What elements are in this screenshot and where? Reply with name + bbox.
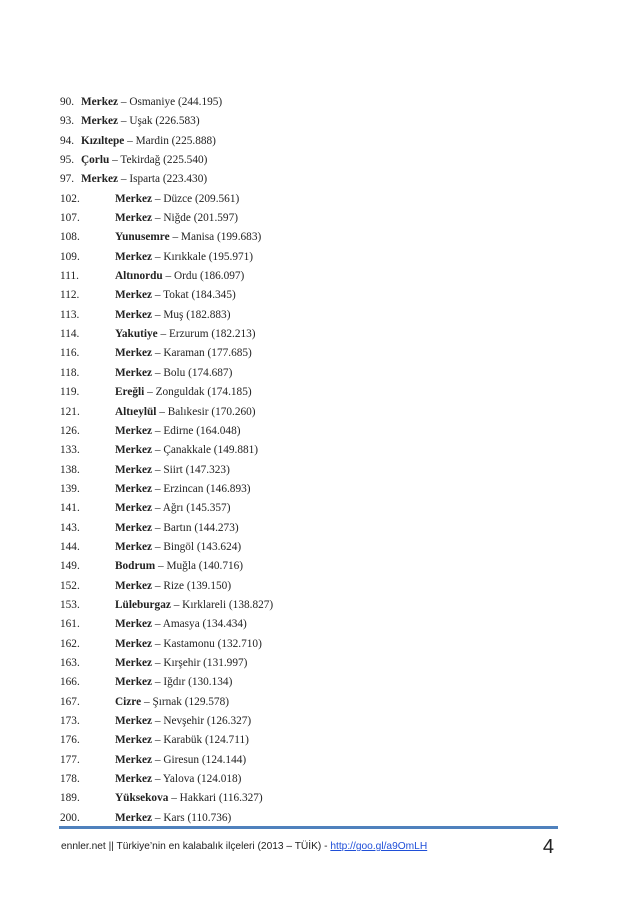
- rank-number: 141.: [60, 502, 80, 515]
- province-population: – Kırklareli (138.827): [170, 598, 274, 611]
- district-name: Merkez: [115, 540, 153, 553]
- province-population: – Şırnak (129.578): [141, 695, 229, 708]
- province-population: – Balıkesir (170.260): [156, 405, 256, 418]
- province-population: – Karaman (177.685): [152, 347, 252, 360]
- list-item: [60, 673, 560, 692]
- list-item: [60, 441, 560, 460]
- district-name: Merkez: [81, 173, 119, 186]
- rank-number: 133.: [60, 444, 80, 457]
- page-number: 4: [542, 836, 554, 858]
- district-name: Kızıltepe: [81, 134, 125, 147]
- province-population: – Bolu (174.687): [152, 366, 233, 379]
- list-item: [60, 209, 560, 228]
- rank-number: 166.: [60, 676, 80, 689]
- province-population: – Bartın (144.273): [152, 521, 239, 534]
- list-item: [60, 403, 560, 422]
- district-name: Yakutiye: [115, 328, 158, 341]
- district-list: [60, 93, 560, 828]
- list-item: [60, 325, 560, 344]
- page-footer: [59, 837, 558, 859]
- province-population: – Edirne (164.048): [152, 424, 241, 437]
- list-item: [60, 751, 560, 770]
- district-name: Altıeylül: [115, 405, 157, 418]
- list-item: [60, 635, 560, 654]
- district-name: Merkez: [115, 521, 153, 534]
- district-name: Merkez: [115, 811, 153, 824]
- list-item: [60, 770, 560, 789]
- province-population: – Giresun (124.144): [152, 753, 247, 766]
- district-name: Merkez: [115, 502, 153, 515]
- list-item: [60, 422, 560, 441]
- list-item: [60, 364, 560, 383]
- province-population: – Muğla (140.716): [155, 560, 244, 573]
- footer-rule: [59, 826, 558, 829]
- list-item: [60, 499, 560, 518]
- rank-number: 189.: [60, 792, 80, 805]
- rank-number: 162.: [60, 637, 80, 650]
- list-item: [60, 654, 560, 673]
- list-item: [60, 170, 560, 189]
- district-name: Yüksekova: [115, 792, 169, 805]
- rank-number: 116.: [60, 347, 80, 360]
- list-item: [60, 112, 560, 131]
- district-name: Merkez: [81, 96, 119, 108]
- district-name: Merkez: [115, 463, 153, 476]
- rank-number: 113.: [60, 308, 80, 321]
- district-name: Merkez: [115, 250, 153, 263]
- province-population: – Hakkari (116.327): [168, 792, 263, 805]
- district-name: Merkez: [115, 753, 153, 766]
- rank-number: 176.: [60, 734, 80, 747]
- rank-number: 119.: [60, 386, 80, 399]
- list-item: [60, 519, 560, 538]
- province-population: – Kırşehir (131.997): [152, 656, 248, 669]
- rank-number: 108.: [60, 231, 80, 244]
- list-item: [60, 480, 560, 499]
- footer-link[interactable]: http://goo.gl/a9OmLH: [330, 841, 428, 852]
- province-population: – Tokat (184.345): [152, 289, 236, 302]
- rank-number: 93.: [60, 115, 75, 128]
- province-population: – Isparta (223.430): [118, 173, 208, 186]
- district-name: Merkez: [115, 366, 153, 379]
- rank-number: 109.: [60, 250, 80, 263]
- list-item: [60, 557, 560, 576]
- district-name: Ereğli: [115, 386, 145, 399]
- list-item: [60, 693, 560, 712]
- district-name: Merkez: [115, 773, 153, 786]
- district-name: Merkez: [115, 212, 153, 225]
- rank-number: 178.: [60, 773, 80, 786]
- province-population: – Iğdır (130.134): [152, 676, 233, 689]
- rank-number: 177.: [60, 753, 80, 766]
- province-population: – Tekirdağ (225.540): [109, 154, 208, 167]
- rank-number: 102.: [60, 192, 80, 205]
- province-population: – Bingöl (143.624): [152, 540, 242, 553]
- list-item: [60, 228, 560, 247]
- province-population: – Ordu (186.097): [162, 270, 245, 283]
- province-population: – Uşak (226.583): [118, 115, 200, 128]
- list-item: [60, 461, 560, 480]
- rank-number: 118.: [60, 366, 80, 379]
- province-population: – Nevşehir (126.327): [152, 715, 252, 727]
- rank-number: 163.: [60, 656, 80, 669]
- rank-number: 152.: [60, 579, 80, 592]
- list-item: [60, 344, 560, 363]
- list-item: [60, 286, 560, 305]
- list-item: [60, 93, 560, 112]
- province-population: – Ağrı (145.357): [152, 502, 231, 515]
- province-population: – Erzincan (146.893): [152, 482, 251, 495]
- rank-number: 153.: [60, 598, 80, 611]
- district-name: Bodrum: [115, 560, 156, 573]
- rank-number: 126.: [60, 424, 80, 437]
- province-population: – Kars (110.736): [152, 811, 232, 824]
- footer-caption: ennler.net || Türkiye’nin en kalabalık ilçeleri (2013 – TÜİK) -: [61, 841, 331, 852]
- rank-number: 114.: [60, 328, 80, 341]
- rank-number: 138.: [60, 463, 80, 476]
- rank-number: 112.: [60, 289, 80, 302]
- district-name: Merkez: [115, 676, 153, 689]
- rank-number: 161.: [60, 618, 80, 631]
- district-name: Merkez: [115, 656, 153, 669]
- rank-number: 111.: [60, 270, 79, 283]
- rank-number: 95.: [60, 154, 75, 167]
- rank-number: 200.: [60, 811, 80, 824]
- province-population: – Amasya (134.434): [152, 618, 247, 631]
- list-item: [60, 190, 560, 209]
- rank-number: 107.: [60, 212, 80, 225]
- rank-number: 121.: [60, 405, 80, 418]
- list-item: [60, 712, 560, 731]
- rank-number: 144.: [60, 540, 80, 553]
- province-population: – Kastamonu (132.710): [152, 637, 262, 650]
- list-item: [60, 789, 560, 808]
- rank-number: 94.: [60, 134, 75, 147]
- rank-number: 173.: [60, 715, 80, 727]
- province-population: – Karabük (124.711): [152, 734, 249, 747]
- province-population: – Çanakkale (149.881): [152, 444, 259, 457]
- district-name: Merkez: [115, 715, 153, 727]
- list-item: [60, 267, 560, 286]
- province-population: – Manisa (199.683): [169, 231, 262, 244]
- rank-number: 143.: [60, 521, 80, 534]
- footer-text: [61, 841, 427, 852]
- district-name: Merkez: [81, 115, 119, 128]
- rank-number: 139.: [60, 482, 80, 495]
- province-population: – Osmaniye (244.195): [118, 96, 223, 108]
- province-population: – Yalova (124.018): [152, 773, 242, 786]
- list-item: [60, 306, 560, 325]
- district-name: Merkez: [115, 482, 153, 495]
- province-population: – Muş (182.883): [152, 308, 231, 321]
- list-item: [60, 151, 560, 170]
- district-name: Merkez: [115, 308, 153, 321]
- province-population: – Düzce (209.561): [152, 192, 240, 205]
- district-name: Altınordu: [115, 270, 163, 283]
- district-name: Lüleburgaz: [115, 598, 171, 611]
- district-name: Merkez: [115, 579, 153, 592]
- province-population: – Mardin (225.888): [124, 134, 216, 147]
- list-item: [60, 596, 560, 615]
- province-population: – Zonguldak (174.185): [144, 386, 252, 399]
- rank-number: 97.: [60, 173, 75, 186]
- province-population: – Kırıkkale (195.971): [152, 250, 254, 263]
- rank-number: 149.: [60, 560, 80, 573]
- rank-number: 167.: [60, 695, 80, 708]
- province-population: – Niğde (201.597): [152, 212, 238, 225]
- district-name: Cizre: [115, 695, 142, 708]
- list-item: [60, 577, 560, 596]
- district-name: Merkez: [115, 424, 153, 437]
- province-population: – Siirt (147.323): [152, 463, 230, 476]
- list-item: [60, 383, 560, 402]
- district-name: Merkez: [115, 347, 153, 360]
- district-name: Merkez: [115, 289, 153, 302]
- district-name: Merkez: [115, 618, 153, 631]
- list-item: [60, 615, 560, 634]
- district-name: Merkez: [115, 637, 153, 650]
- list-item: [60, 248, 560, 267]
- rank-number: 90.: [60, 96, 75, 108]
- list-item: [60, 731, 560, 750]
- district-name: Merkez: [115, 444, 153, 457]
- province-population: – Erzurum (182.213): [157, 328, 256, 341]
- district-name: Çorlu: [81, 154, 110, 167]
- list-item: [60, 538, 560, 557]
- province-population: – Rize (139.150): [152, 579, 232, 592]
- list-item: [60, 132, 560, 151]
- district-name: Merkez: [115, 734, 153, 747]
- district-name: Yunusemre: [115, 231, 170, 244]
- district-name: Merkez: [115, 192, 153, 205]
